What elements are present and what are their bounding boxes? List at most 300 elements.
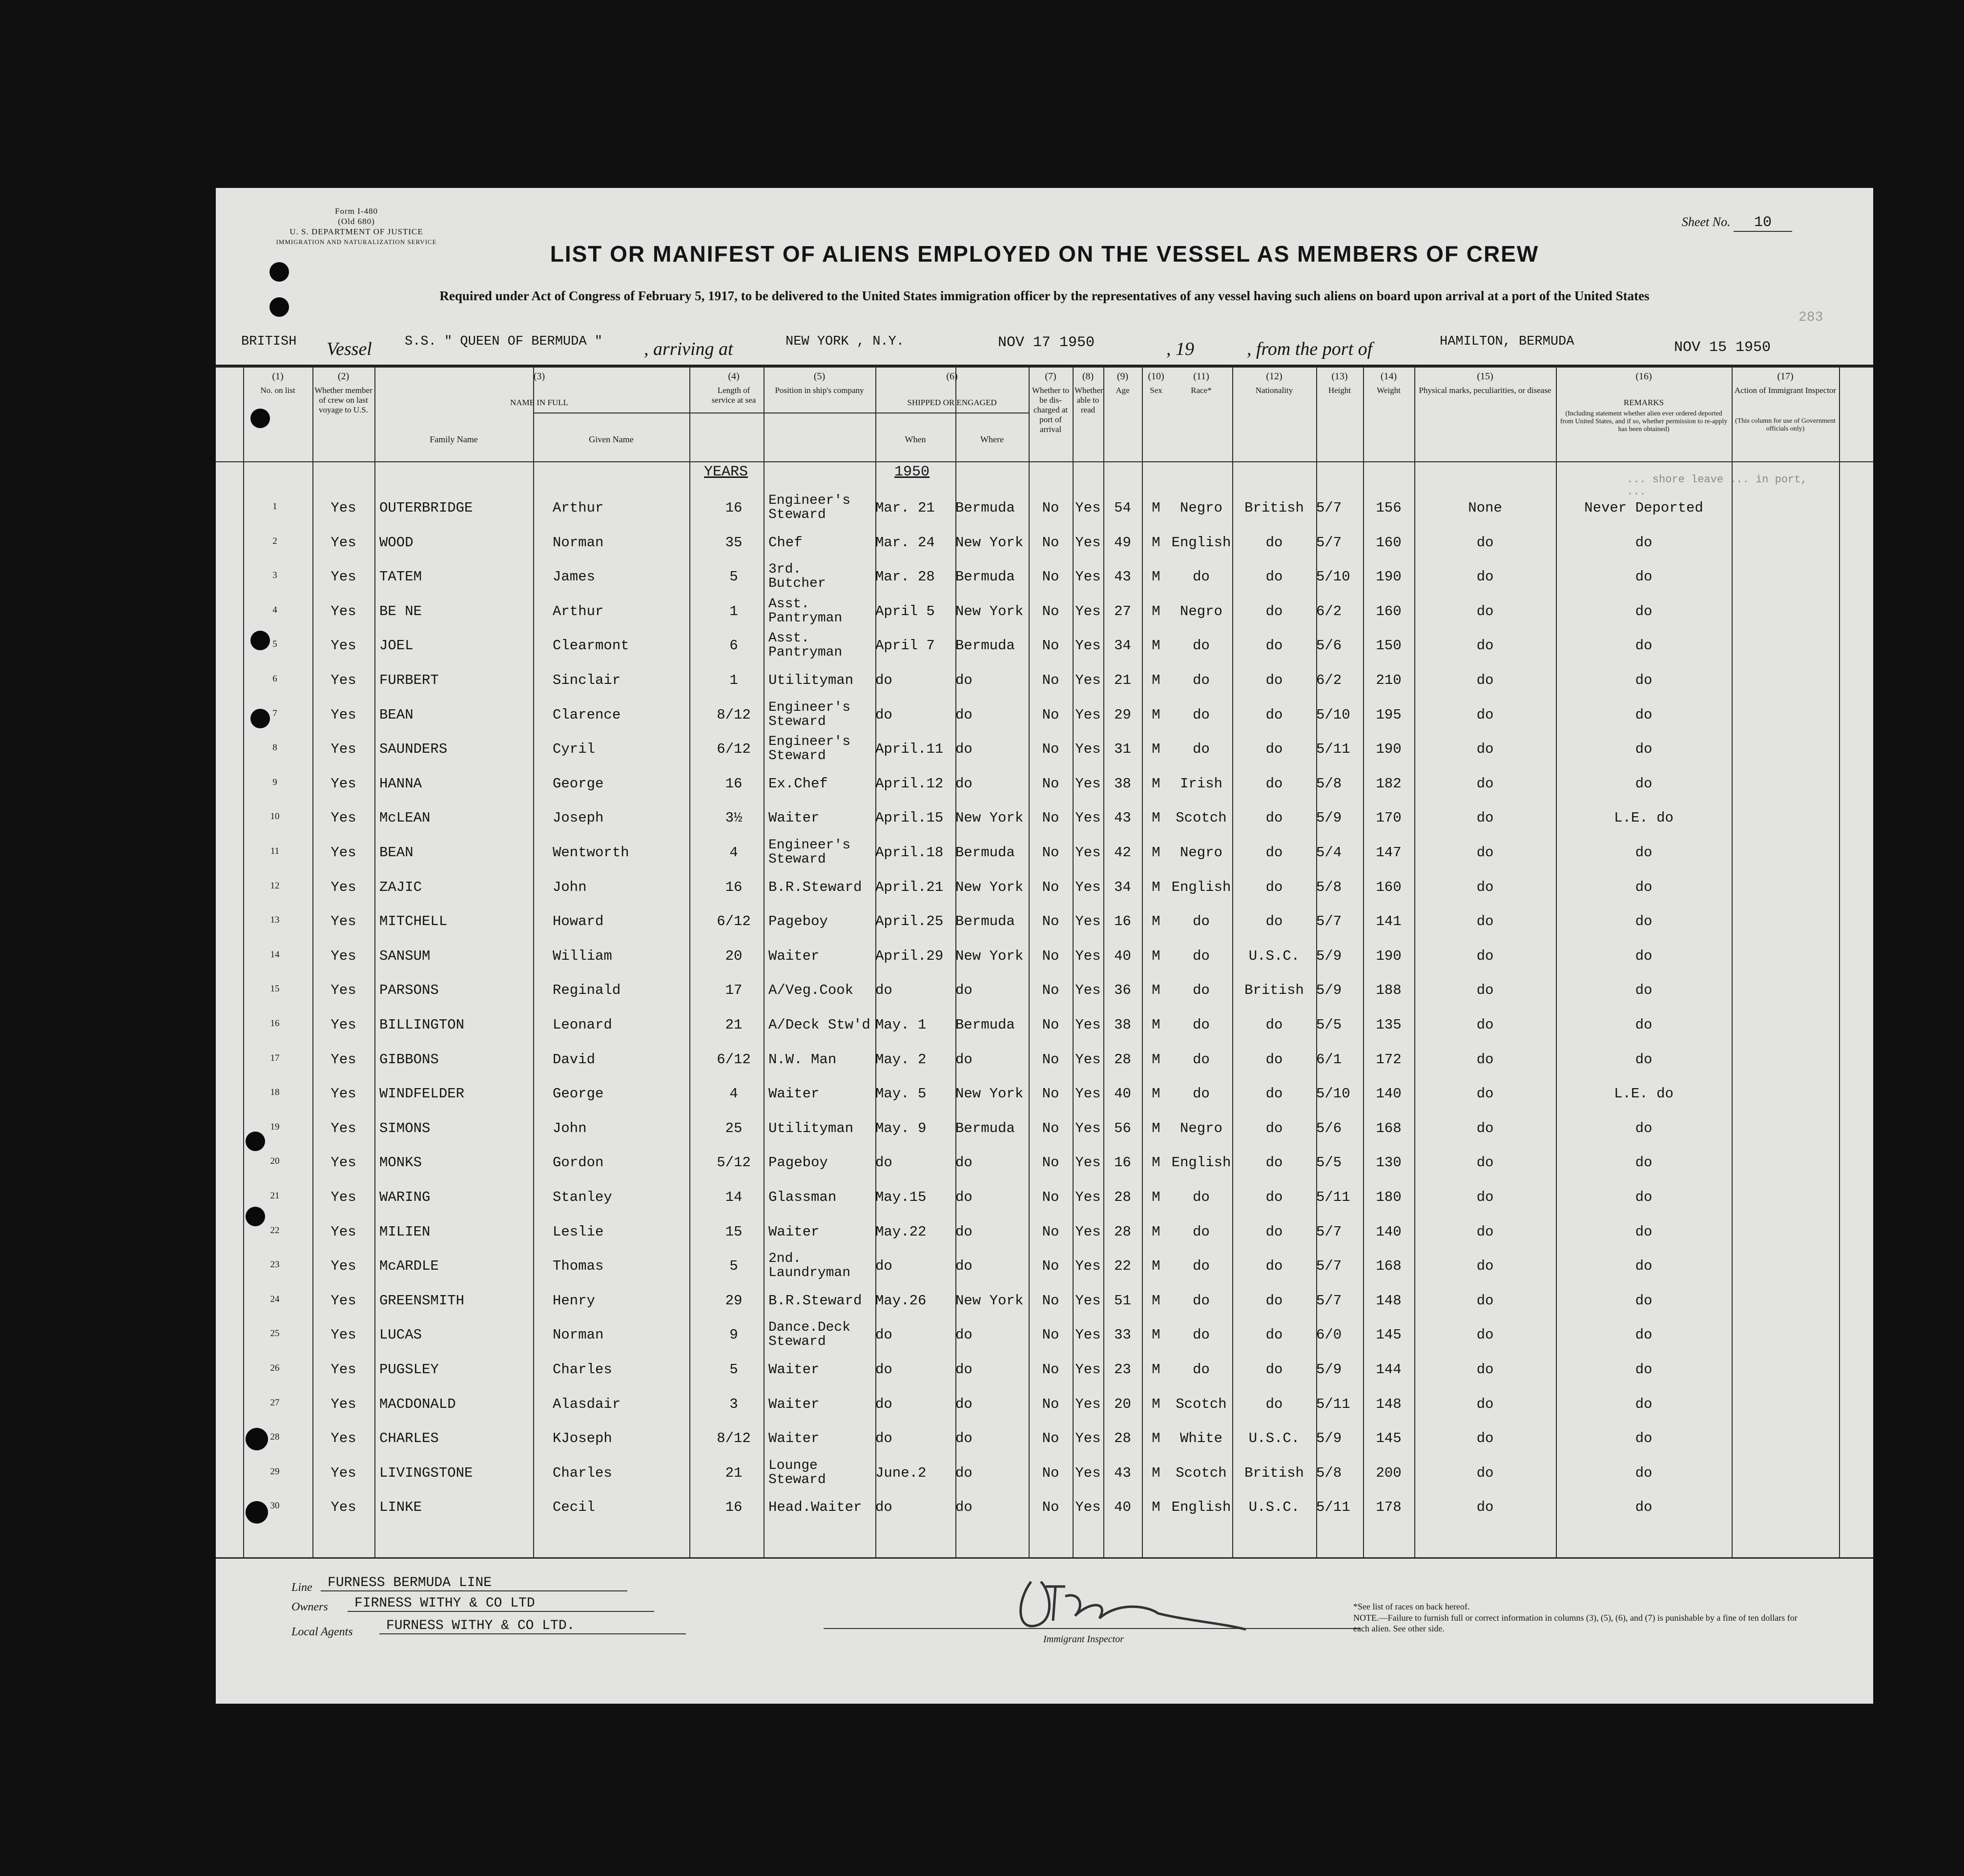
cell-read: Yes xyxy=(1075,603,1101,619)
cell-no: 17 xyxy=(270,1052,280,1063)
cell-family: ZAJIC xyxy=(379,879,422,895)
cell-sex: M xyxy=(1152,913,1160,930)
column-divider xyxy=(374,366,375,1557)
cell-when: April.29 xyxy=(875,948,944,964)
cell-where: New York xyxy=(955,810,1024,826)
cell-prev: Yes xyxy=(331,672,356,688)
line-label: Line xyxy=(291,1581,312,1594)
cell-remarks: do xyxy=(1635,913,1653,930)
cell-disch: No xyxy=(1042,879,1059,895)
cell-prev: Yes xyxy=(331,982,356,999)
cell-prev: Yes xyxy=(331,1499,356,1516)
cell-where: do xyxy=(955,1361,972,1378)
cell-position: Waiter xyxy=(768,1361,820,1378)
cell-read: Yes xyxy=(1075,775,1101,792)
inspector-label: Immigrant Inspector xyxy=(1043,1634,1124,1645)
cell-weight: 144 xyxy=(1376,1361,1402,1378)
cell-prev: Yes xyxy=(331,1464,356,1481)
cell-marks: do xyxy=(1476,845,1494,861)
cell-remarks: do xyxy=(1635,1430,1653,1447)
cell-no: 19 xyxy=(270,1121,280,1132)
cell-where: New York xyxy=(955,603,1024,619)
cell-disch: No xyxy=(1042,810,1059,826)
cell-service: 5 xyxy=(729,1258,738,1275)
cell-disch: No xyxy=(1042,845,1059,861)
cell-given: Charles xyxy=(553,1464,612,1481)
cell-where: Bermuda xyxy=(955,638,1015,654)
cell-prev: Yes xyxy=(331,603,356,619)
cell-service: 16 xyxy=(725,775,743,792)
cell-height: 5/10 xyxy=(1316,1086,1350,1102)
cell-service: 16 xyxy=(725,500,743,516)
cell-race: Scotch xyxy=(1176,810,1227,826)
cell-given: Clearmont xyxy=(553,638,629,654)
cell-nat: do xyxy=(1265,672,1283,688)
cell-read: Yes xyxy=(1075,1120,1101,1136)
cell-no: 21 xyxy=(270,1191,280,1201)
cell-prev: Yes xyxy=(331,1327,356,1343)
cell-family: SAUNDERS xyxy=(379,741,448,758)
cell-marks: do xyxy=(1476,775,1494,792)
cell-remarks: do xyxy=(1635,569,1653,585)
cell-where: New York xyxy=(955,1086,1024,1102)
column-header: Length of service at sea xyxy=(711,386,756,405)
cell-sex: M xyxy=(1152,1430,1160,1447)
cell-weight: 178 xyxy=(1376,1499,1402,1516)
cell-marks: do xyxy=(1476,1017,1494,1033)
position-line: 3rd. xyxy=(768,562,802,577)
cell-where: Bermuda xyxy=(955,500,1015,516)
cell-age: 40 xyxy=(1114,948,1131,964)
subheader-family-name: Family Name xyxy=(430,434,478,444)
cell-given: John xyxy=(553,879,587,895)
cell-family: JOEL xyxy=(379,638,413,654)
cell-marks: do xyxy=(1476,1258,1494,1275)
position-line: Butcher xyxy=(768,576,826,592)
cell-nat: U.S.C. xyxy=(1248,1430,1300,1447)
column-header: REMARKS xyxy=(1623,398,1664,407)
cell-nat: British xyxy=(1244,500,1304,516)
cell-height: 6/2 xyxy=(1316,603,1342,619)
column-number: (7) xyxy=(1045,371,1056,382)
departure-port: HAMILTON, BERMUDA xyxy=(1440,334,1574,349)
cell-read: Yes xyxy=(1075,638,1101,654)
cell-position xyxy=(768,1252,875,1280)
cell-remarks: do xyxy=(1635,1017,1653,1033)
cell-read: Yes xyxy=(1075,879,1101,895)
cell-position: B.R.Steward xyxy=(768,879,862,895)
document-title: LIST OR MANIFEST OF ALIENS EMPLOYED ON THE VESSEL AS MEMBERS OF CREW xyxy=(550,241,1539,267)
cell-given: Howard xyxy=(553,913,604,930)
cell-family: WOOD xyxy=(379,534,413,551)
cell-sex: M xyxy=(1152,1051,1160,1068)
cell-when: do xyxy=(875,706,892,723)
agents-label: Local Agents xyxy=(291,1626,353,1638)
binder-hole xyxy=(250,631,270,650)
cell-height: 5/7 xyxy=(1316,1292,1342,1309)
cell-sex: M xyxy=(1152,845,1160,861)
cell-nat: do xyxy=(1265,534,1283,551)
cell-marks: do xyxy=(1476,1464,1494,1481)
cell-disch: No xyxy=(1042,1396,1059,1412)
cell-where: do xyxy=(955,1258,972,1275)
cell-weight: 190 xyxy=(1376,948,1402,964)
cell-position: Waiter xyxy=(768,1223,820,1240)
cell-disch: No xyxy=(1042,672,1059,688)
column-header: Whether able to read xyxy=(1075,386,1103,414)
cell-read: Yes xyxy=(1075,1086,1101,1102)
inspector-signature xyxy=(1002,1572,1265,1645)
cell-marks: None xyxy=(1468,500,1502,516)
cell-age: 28 xyxy=(1114,1223,1131,1240)
cell-sex: M xyxy=(1152,1154,1160,1171)
document-subtitle: Required under Act of Congress of February 5, 1917, to be delivered to the United States immigration officer by the representatives of any vessel having such aliens on board upon arrival at a port of the United States xyxy=(439,289,1650,303)
cell-age: 28 xyxy=(1114,1189,1131,1205)
cell-service: 14 xyxy=(725,1189,743,1205)
arriving-label: , arriving at xyxy=(644,339,733,359)
subheader-remarks-note: (Including statement whether alien ever ordered deported from United States, and if so, whether permission to re-apply has been obtained) xyxy=(1560,410,1728,433)
cell-when: do xyxy=(875,982,892,999)
cell-remarks: L.E. do xyxy=(1614,1086,1674,1102)
cell-family: MACDONALD xyxy=(379,1396,456,1412)
cell-position xyxy=(768,1320,875,1349)
row-divider xyxy=(216,1557,1873,1559)
binder-hole xyxy=(246,1207,265,1226)
service-name: IMMIGRATION AND NATURALIZATION SERVICE xyxy=(276,238,437,246)
cell-prev: Yes xyxy=(331,1017,356,1033)
cell-height: 5/9 xyxy=(1316,1430,1342,1447)
cell-weight: 147 xyxy=(1376,845,1402,861)
cell-disch: No xyxy=(1042,1086,1059,1102)
cell-height: 6/0 xyxy=(1316,1327,1342,1343)
cell-read: Yes xyxy=(1075,913,1101,930)
cell-when: April 5 xyxy=(875,603,935,619)
cell-age: 23 xyxy=(1114,1361,1131,1378)
cell-service: 20 xyxy=(725,948,743,964)
cell-no: 3 xyxy=(272,570,277,581)
cell-when: May. 5 xyxy=(875,1086,927,1102)
cell-prev: Yes xyxy=(331,879,356,895)
cell-prev: Yes xyxy=(331,1292,356,1309)
cell-position xyxy=(768,701,875,729)
cell-given: James xyxy=(553,569,596,585)
column-header: Whether to be dis-charged at port of arrival xyxy=(1032,386,1069,434)
cell-nat: do xyxy=(1265,879,1283,895)
cell-when: April 7 xyxy=(875,638,935,654)
cell-remarks: do xyxy=(1635,741,1653,758)
cell-sex: M xyxy=(1152,1396,1160,1412)
cell-prev: Yes xyxy=(331,500,356,516)
arrival-port: NEW YORK , N.Y. xyxy=(786,334,905,349)
arrival-date: NOV 17 1950 xyxy=(998,334,1095,351)
cell-weight: 160 xyxy=(1376,603,1402,619)
cell-position: Utilityman xyxy=(768,1120,854,1136)
cell-disch: No xyxy=(1042,603,1059,619)
cell-height: 5/7 xyxy=(1316,500,1342,516)
cell-height: 5/6 xyxy=(1316,1120,1342,1136)
cell-family: HANNA xyxy=(379,775,422,792)
cell-nat: do xyxy=(1265,1396,1283,1412)
binder-hole xyxy=(246,1501,268,1524)
cell-when: June.2 xyxy=(875,1464,927,1481)
cell-sex: M xyxy=(1152,1464,1160,1481)
column-header: Nationality xyxy=(1255,386,1293,395)
cell-position: Pageboy xyxy=(768,1154,828,1171)
cell-race: do xyxy=(1193,1258,1210,1275)
cell-nat: U.S.C. xyxy=(1248,1499,1300,1516)
cell-weight: 188 xyxy=(1376,982,1402,999)
cell-position xyxy=(768,735,875,763)
cell-race: Negro xyxy=(1179,845,1222,861)
column-number: (14) xyxy=(1380,371,1397,382)
position-line: Dance.Deck xyxy=(768,1320,851,1336)
cell-position: B.R.Steward xyxy=(768,1292,862,1309)
cell-marks: do xyxy=(1476,1292,1494,1309)
cell-height: 5/8 xyxy=(1316,775,1342,792)
cell-sex: M xyxy=(1152,1258,1160,1275)
cell-marks: do xyxy=(1476,879,1494,895)
cell-where: New York xyxy=(955,1292,1024,1309)
cell-family: LINKE xyxy=(379,1499,422,1516)
cell-when: do xyxy=(875,1361,892,1378)
cell-marks: do xyxy=(1476,1051,1494,1068)
position-line: Steward xyxy=(768,1334,826,1350)
cell-no: 28 xyxy=(270,1432,280,1443)
cell-marks: do xyxy=(1476,1361,1494,1378)
cell-family: PARSONS xyxy=(379,982,439,999)
cell-height: 5/7 xyxy=(1316,1258,1342,1275)
cell-no: 10 xyxy=(270,811,280,822)
cell-where: do xyxy=(955,1464,972,1481)
cell-sex: M xyxy=(1152,948,1160,964)
cell-race: English xyxy=(1171,1154,1231,1171)
cell-marks: do xyxy=(1476,672,1494,688)
cell-weight: 160 xyxy=(1376,879,1402,895)
cell-when: May.22 xyxy=(875,1223,927,1240)
cell-marks: do xyxy=(1476,1327,1494,1343)
cell-disch: No xyxy=(1042,500,1059,516)
cell-height: 5/11 xyxy=(1316,1189,1350,1205)
column-number: (16) xyxy=(1635,371,1652,382)
year-label: , 19 xyxy=(1166,339,1194,359)
cell-age: 27 xyxy=(1114,603,1131,619)
cell-when: Mar. 24 xyxy=(875,534,935,551)
cell-no: 4 xyxy=(272,604,277,615)
cell-read: Yes xyxy=(1075,1464,1101,1481)
column-number: (12) xyxy=(1266,371,1282,382)
cell-marks: do xyxy=(1476,1189,1494,1205)
cell-disch: No xyxy=(1042,1292,1059,1309)
cell-family: BEAN xyxy=(379,845,413,861)
cell-family: MILIEN xyxy=(379,1223,431,1240)
cell-remarks: do xyxy=(1635,638,1653,654)
cell-service: 21 xyxy=(725,1464,743,1481)
cell-prev: Yes xyxy=(331,1396,356,1412)
cell-given: Norman xyxy=(553,534,604,551)
cell-remarks: do xyxy=(1635,706,1653,723)
cell-height: 5/6 xyxy=(1316,638,1342,654)
cell-height: 5/8 xyxy=(1316,879,1342,895)
position-line: Steward xyxy=(768,1472,826,1487)
cell-family: PUGSLEY xyxy=(379,1361,439,1378)
cell-age: 34 xyxy=(1114,638,1131,654)
cell-sex: M xyxy=(1152,982,1160,999)
cell-position xyxy=(768,597,875,625)
cell-remarks: do xyxy=(1635,1223,1653,1240)
cell-race: do xyxy=(1193,1017,1210,1033)
cell-read: Yes xyxy=(1075,741,1101,758)
cell-prev: Yes xyxy=(331,1154,356,1171)
cell-weight: 168 xyxy=(1376,1258,1402,1275)
cell-given: KJoseph xyxy=(553,1430,612,1447)
cell-weight: 180 xyxy=(1376,1189,1402,1205)
cell-when: do xyxy=(875,1499,892,1516)
cell-family: CHARLES xyxy=(379,1430,439,1447)
column-number: (15) xyxy=(1477,371,1493,382)
cell-remarks: do xyxy=(1635,948,1653,964)
cell-when: do xyxy=(875,672,892,688)
binder-hole xyxy=(246,1428,268,1450)
cell-marks: do xyxy=(1476,569,1494,585)
cell-read: Yes xyxy=(1075,1430,1101,1447)
subheader-where: Where xyxy=(980,434,1004,444)
cell-age: 43 xyxy=(1114,1464,1131,1481)
vessel-label: Vessel xyxy=(327,339,372,359)
column-divider xyxy=(533,366,534,1557)
cell-marks: do xyxy=(1476,706,1494,723)
cell-family: LUCAS xyxy=(379,1327,422,1343)
cell-read: Yes xyxy=(1075,1154,1101,1171)
cell-family: MITCHELL xyxy=(379,913,448,930)
cell-height: 5/10 xyxy=(1316,706,1350,723)
cell-position: Waiter xyxy=(768,1430,820,1447)
cell-prev: Yes xyxy=(331,810,356,826)
page-mark: 283 xyxy=(1799,310,1823,325)
cell-age: 38 xyxy=(1114,1017,1131,1033)
owners-label: Owners xyxy=(291,1601,328,1613)
cell-race: Scotch xyxy=(1176,1396,1227,1412)
cell-given: Arthur xyxy=(553,603,604,619)
cell-service: 6/12 xyxy=(717,1051,751,1068)
cell-read: Yes xyxy=(1075,948,1101,964)
cell-service: 5 xyxy=(729,1361,738,1378)
cell-sex: M xyxy=(1152,1361,1160,1378)
cell-prev: Yes xyxy=(331,1258,356,1275)
cell-when: April.21 xyxy=(875,879,944,895)
cell-race: English xyxy=(1171,879,1231,895)
cell-marks: do xyxy=(1476,1430,1494,1447)
subheader-rule xyxy=(533,412,875,413)
cell-read: Yes xyxy=(1075,1292,1101,1309)
cell-sex: M xyxy=(1152,1292,1160,1309)
cell-nat: do xyxy=(1265,1017,1283,1033)
cell-family: McARDLE xyxy=(379,1258,439,1275)
cell-sex: M xyxy=(1152,672,1160,688)
cell-no: 15 xyxy=(270,984,280,994)
cell-position xyxy=(768,838,875,866)
cell-nat: do xyxy=(1265,1361,1283,1378)
cell-nat: do xyxy=(1265,603,1283,619)
cell-service: 5 xyxy=(729,569,738,585)
cell-race: do xyxy=(1193,913,1210,930)
cell-remarks: do xyxy=(1635,1189,1653,1205)
cell-height: 5/8 xyxy=(1316,1464,1342,1481)
cell-height: 5/9 xyxy=(1316,810,1342,826)
cell-remarks: do xyxy=(1635,1154,1653,1171)
cell-service: 17 xyxy=(725,982,743,999)
cell-disch: No xyxy=(1042,1430,1059,1447)
cell-height: 5/11 xyxy=(1316,1396,1350,1412)
subheader-given-name: Given Name xyxy=(589,434,634,444)
cell-race: do xyxy=(1193,1361,1210,1378)
cell-disch: No xyxy=(1042,1051,1059,1068)
column-divider xyxy=(764,366,765,1557)
binder-hole xyxy=(250,709,270,728)
cell-when: do xyxy=(875,1430,892,1447)
column-header: Position in ship's company xyxy=(775,386,864,395)
cell-sex: M xyxy=(1152,500,1160,516)
cell-disch: No xyxy=(1042,741,1059,758)
cell-nat: do xyxy=(1265,810,1283,826)
cell-where: do xyxy=(955,1499,972,1516)
cell-disch: No xyxy=(1042,948,1059,964)
cell-remarks: do xyxy=(1635,603,1653,619)
column-header: Sex xyxy=(1150,386,1162,395)
binder-hole xyxy=(269,262,289,282)
cell-position: Ex.Chef xyxy=(768,775,828,792)
cell-read: Yes xyxy=(1075,1361,1101,1378)
cell-sex: M xyxy=(1152,775,1160,792)
cell-weight: 172 xyxy=(1376,1051,1402,1068)
cell-race: do xyxy=(1193,1292,1210,1309)
cell-sex: M xyxy=(1152,1086,1160,1102)
cell-where: New York xyxy=(955,879,1024,895)
cell-where: do xyxy=(955,706,972,723)
column-header: No. on list xyxy=(260,386,295,395)
cell-height: 5/4 xyxy=(1316,845,1342,861)
cell-age: 40 xyxy=(1114,1086,1131,1102)
cell-disch: No xyxy=(1042,913,1059,930)
column-header: NAME IN FULL xyxy=(510,398,568,407)
position-line: Engineer's xyxy=(768,734,851,750)
column-number: (8) xyxy=(1082,371,1094,382)
cell-given: Alasdair xyxy=(553,1396,621,1412)
cell-position: Waiter xyxy=(768,1396,820,1412)
cell-nat: do xyxy=(1265,913,1283,930)
agents-value: FURNESS WITHY & CO LTD. xyxy=(379,1618,686,1634)
cell-race: do xyxy=(1193,982,1210,999)
cell-weight: 195 xyxy=(1376,706,1402,723)
cell-service: 1 xyxy=(729,603,738,619)
binder-hole xyxy=(246,1132,265,1151)
cell-service: 6/12 xyxy=(717,913,751,930)
cell-age: 33 xyxy=(1114,1327,1131,1343)
cell-position: A/Veg.Cook xyxy=(768,982,854,999)
cell-age: 34 xyxy=(1114,879,1131,895)
position-line: Engineer's xyxy=(768,493,851,508)
cell-nat: U.S.C. xyxy=(1248,948,1300,964)
cell-nat: do xyxy=(1265,1154,1283,1171)
cell-height: 5/7 xyxy=(1316,534,1342,551)
cell-service: 1 xyxy=(729,672,738,688)
cell-remarks: do xyxy=(1635,1051,1653,1068)
column-number: (2) xyxy=(337,371,350,382)
cell-sex: M xyxy=(1152,1223,1160,1240)
column-header: Whether member of crew on last voyage to U.S. xyxy=(314,386,372,414)
cell-disch: No xyxy=(1042,1464,1059,1481)
cell-remarks: do xyxy=(1635,1396,1653,1412)
position-line: Engineer's xyxy=(768,838,851,853)
